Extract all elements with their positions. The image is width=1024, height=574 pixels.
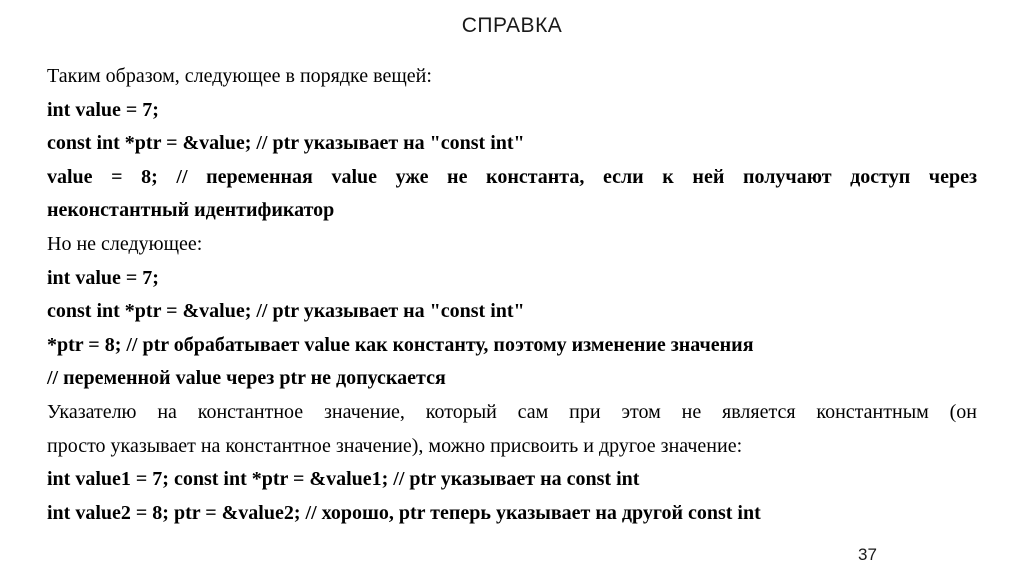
code-line: int value2 = 8; ptr = &value2; // хорошо, ptr теперь указывает на другой const int [47, 501, 761, 524]
slide-title: СПРАВКА [461, 14, 563, 37]
code-line: const int *ptr = &value; // ptr указывает на "const int" [47, 300, 525, 323]
body-text-line: Таким образом, следующее в порядке вещей: [47, 65, 432, 87]
code-line: // переменной value через ptr не допускается [47, 367, 446, 390]
code-line: *ptr = 8; // ptr обрабатывает value как константу, поэтому изменение значения [47, 333, 754, 356]
code-line: неконстантный идентификатор [47, 199, 335, 222]
code-line: const int *ptr = &value; // ptr указывает на "const int" [47, 132, 525, 155]
body-text-line: Указателю на константное значение, который сам при этом не является константным (он [47, 400, 977, 423]
body-text-line: просто указывает на константное значение), можно присвоить и другое значение: [47, 434, 743, 457]
body-text-line: Но не следующее: [47, 232, 203, 255]
code-line: value = 8; // переменная value уже не константа, если к ней получают доступ через [47, 165, 977, 188]
page-number: 37 [858, 545, 877, 564]
code-line: int value1 = 7; const int *ptr = &value1; // ptr указывает на const int [47, 468, 640, 491]
code-line: int value = 7; [47, 266, 159, 289]
slide-body [47, 60, 977, 530]
code-line: int value = 7; [47, 98, 159, 121]
